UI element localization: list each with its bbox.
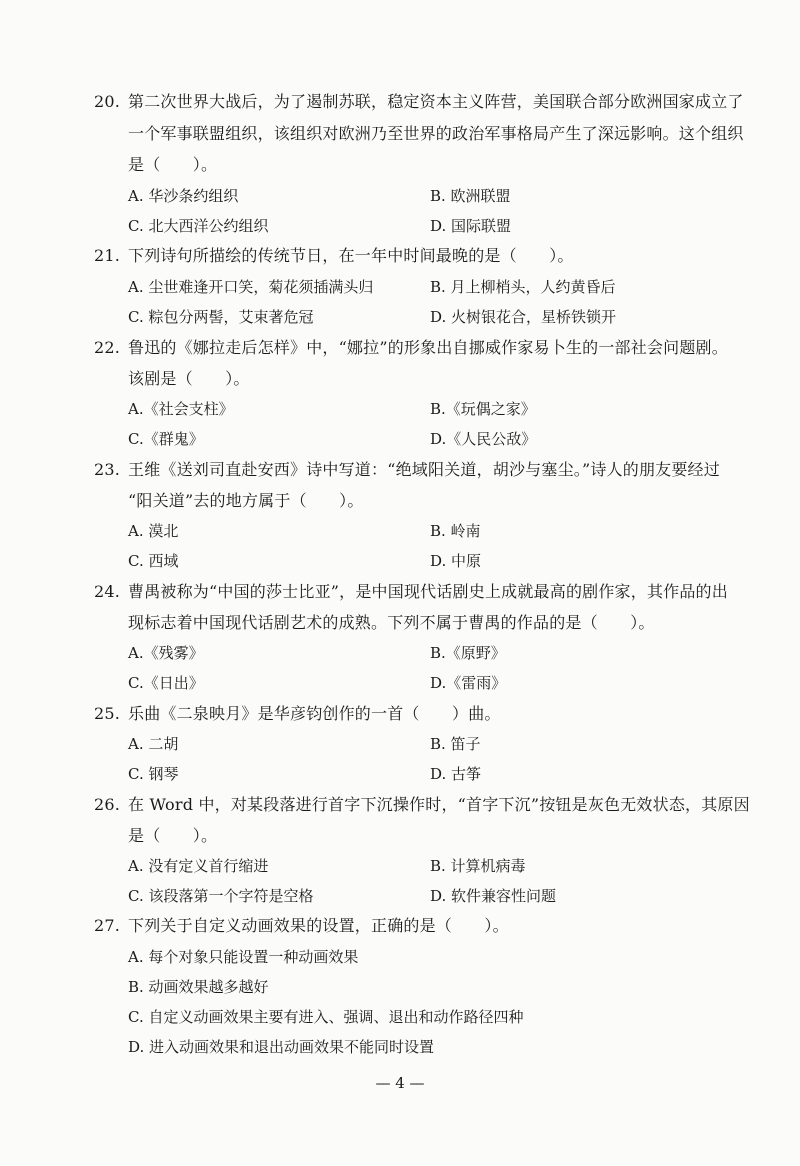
option-c: C. 钢琴 bbox=[128, 765, 179, 783]
option-c: C.《日出》 bbox=[128, 674, 204, 692]
question-text: 乐曲《二泉映月》是华彦钧创作的一首（ ）曲。 bbox=[128, 704, 501, 723]
question-number: 27. bbox=[94, 916, 121, 935]
question-number: 21. bbox=[94, 246, 121, 265]
question-text: 第二次世界大战后，为了遏制苏联，稳定资本主义阵营，美国联合部分欧洲国家成立了 bbox=[128, 92, 744, 111]
option-a: A. 二胡 bbox=[128, 735, 179, 753]
option-c: C. 粽包分两髻，艾束著危冠 bbox=[128, 308, 314, 326]
option-d: D.《人民公敌》 bbox=[430, 430, 537, 448]
question-23-line-2: “阳关道”去的地方属于（ ）。 bbox=[128, 491, 364, 510]
question-text: 下列诗句所描绘的传统节日，在一年中时间最晚的是（ ）。 bbox=[128, 246, 574, 265]
question-26-line-2: 是（ ）。 bbox=[128, 826, 218, 845]
question-24-line-2: 现标志着中国现代话剧艺术的成熟。下列不属于曹禺的作品的是（ ）。 bbox=[128, 613, 655, 632]
option-d: D. 软件兼容性问题 bbox=[430, 887, 557, 905]
option-b: B. 岭南 bbox=[430, 522, 481, 540]
option-b: B. 月上柳梢头，人约黄昏后 bbox=[430, 278, 616, 296]
option-d: D. 火树银花合，星桥铁锁开 bbox=[430, 308, 617, 326]
option-a: A. 华沙条约组织 bbox=[128, 187, 239, 205]
question-number: 24. bbox=[94, 582, 121, 601]
question-text: 曹禺被称为“中国的莎士比亚”，是中国现代话剧史上成就最高的剧作家，其作品的出 bbox=[128, 582, 728, 601]
question-text: 下列关于自定义动画效果的设置，正确的是（ ）。 bbox=[128, 916, 509, 935]
option-a: A. 没有定义首行缩进 bbox=[128, 857, 269, 875]
question-26-line-1 bbox=[94, 795, 764, 815]
question-23-line-1 bbox=[94, 460, 764, 480]
option-c: C. 西域 bbox=[128, 552, 179, 570]
option-b: B. 欧洲联盟 bbox=[430, 187, 511, 205]
option-c: C. 该段落第一个字符是空格 bbox=[128, 887, 314, 905]
question-20-line-2: 一个军事联盟组织，该组织对欧洲乃至世界的政治军事格局产生了深远影响。这个组织 bbox=[128, 124, 744, 143]
option-d: D.《雷雨》 bbox=[430, 674, 507, 692]
option-b: B.《玩偶之家》 bbox=[430, 400, 536, 418]
question-text: 鲁迅的《娜拉走后怎样》中，“娜拉”的形象出自挪威作家易卜生的一部社会问题剧。 bbox=[128, 338, 728, 357]
option-b: B.《原野》 bbox=[430, 644, 506, 662]
question-27-line-1 bbox=[94, 916, 764, 936]
question-25-line-1 bbox=[94, 704, 764, 724]
option-b: B. 笛子 bbox=[430, 735, 481, 753]
option-a: A. 尘世难逢开口笑，菊花须插满头归 bbox=[128, 278, 374, 296]
option-c: C. 自定义动画效果主要有进入、强调、退出和动作路径四种 bbox=[128, 1008, 524, 1026]
option-b: B. 动画效果越多越好 bbox=[128, 978, 269, 996]
question-number: 22. bbox=[94, 338, 121, 357]
question-number: 26. bbox=[94, 795, 121, 814]
option-c: C. 北大西洋公约组织 bbox=[128, 217, 269, 235]
page-number: — 4 — bbox=[375, 1074, 425, 1092]
option-b: B. 计算机病毒 bbox=[430, 857, 526, 875]
question-20-line-3: 是（ ）。 bbox=[128, 155, 218, 174]
question-21-line-1 bbox=[94, 246, 764, 266]
option-a: A. 每个对象只能设置一种动画效果 bbox=[128, 948, 359, 966]
option-a: A.《残雾》 bbox=[128, 644, 204, 662]
option-d: D. 中原 bbox=[430, 552, 482, 570]
question-22-line-2: 该剧是（ ）。 bbox=[128, 369, 250, 388]
option-a: A. 漠北 bbox=[128, 522, 179, 540]
question-text: 王维《送刘司直赴安西》诗中写道：“绝域阳关道，胡沙与塞尘。”诗人的朋友要经过 bbox=[128, 460, 720, 479]
question-number: 20. bbox=[94, 92, 121, 111]
option-c: C.《群鬼》 bbox=[128, 430, 204, 448]
question-number: 25. bbox=[94, 704, 121, 723]
option-d: D. 古筝 bbox=[430, 765, 482, 783]
question-number: 23. bbox=[94, 460, 121, 479]
option-d: D. 国际联盟 bbox=[430, 217, 512, 235]
option-a: A.《社会支柱》 bbox=[128, 400, 234, 418]
option-d: D. 进入动画效果和退出动画效果不能同时设置 bbox=[128, 1038, 435, 1056]
question-20-line-1 bbox=[94, 92, 764, 112]
question-22-line-1 bbox=[94, 338, 764, 358]
question-24-line-1 bbox=[94, 582, 764, 602]
question-text: 在 Word 中，对某段落进行首字下沉操作时，“首字下沉”按钮是灰色无效状态，其原因 bbox=[128, 795, 750, 814]
